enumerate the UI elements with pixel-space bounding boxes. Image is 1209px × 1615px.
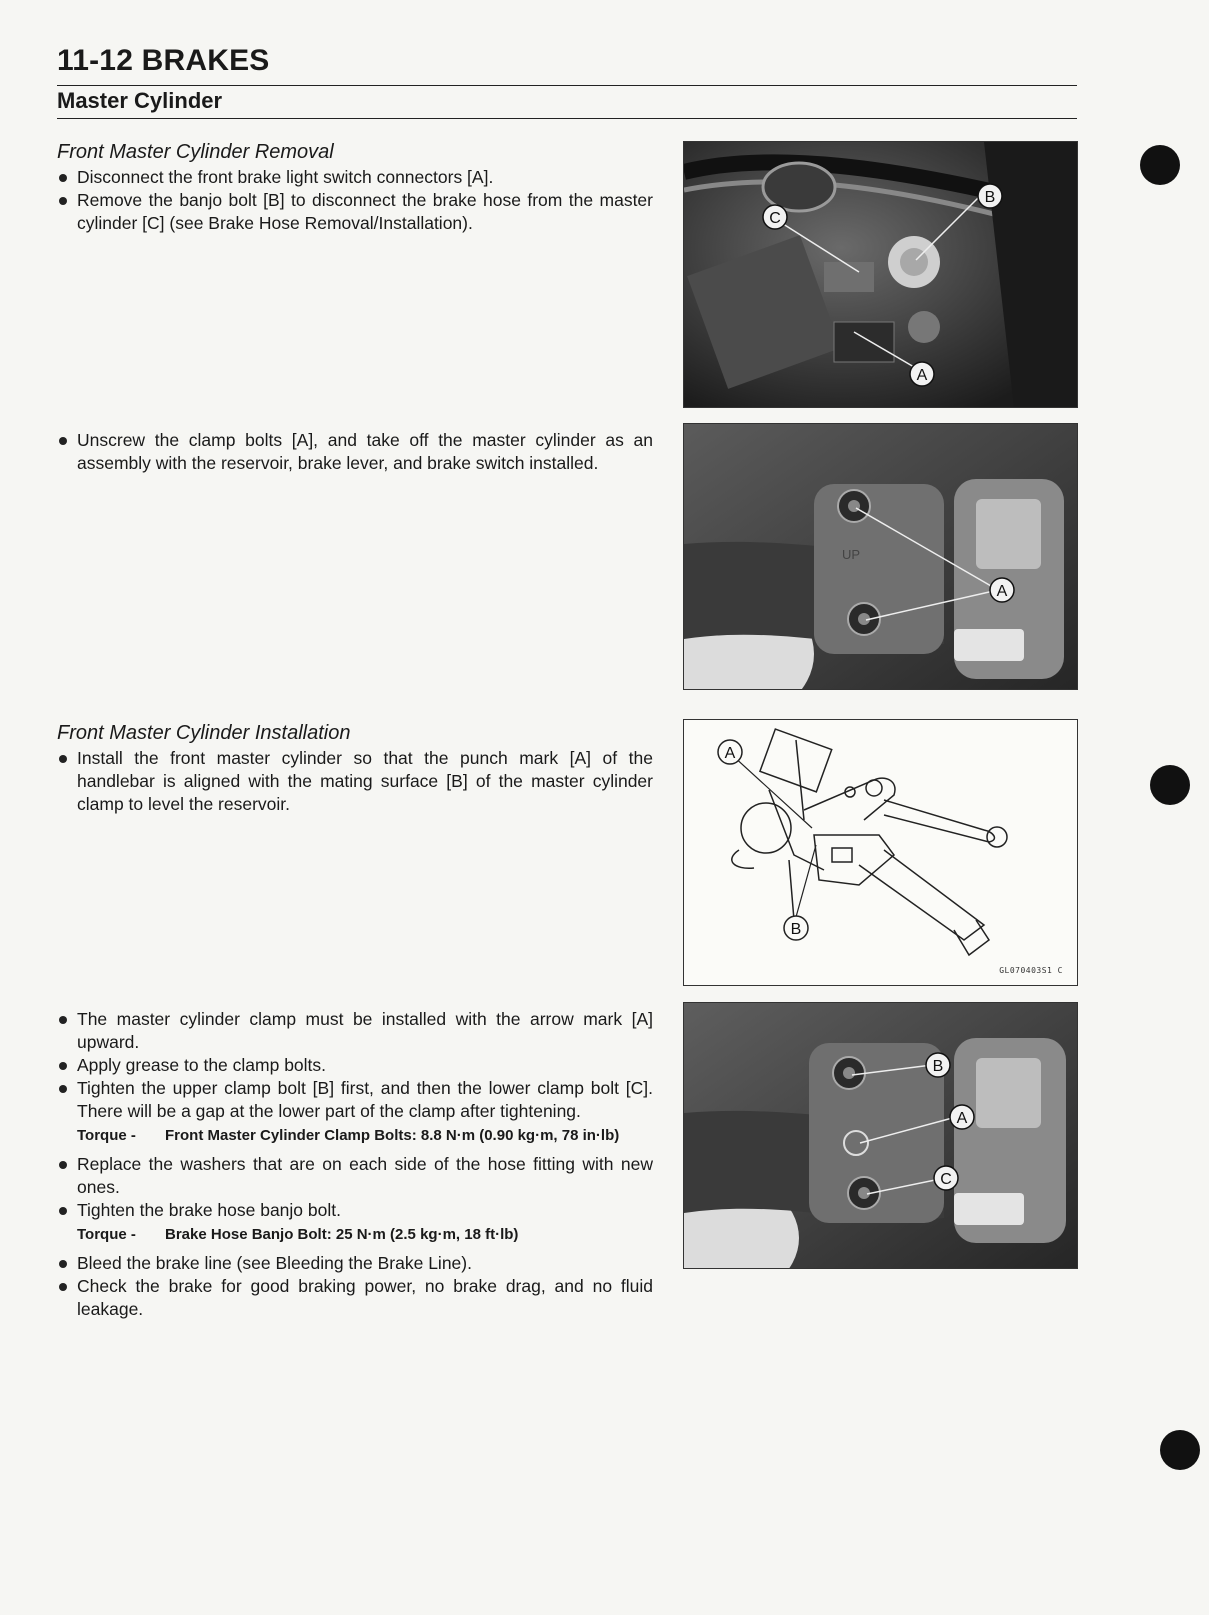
callout-label: C	[769, 210, 781, 227]
callout-label: C	[940, 1171, 952, 1188]
bullet-icon	[59, 1161, 67, 1169]
bullet-icon	[59, 1085, 67, 1093]
torque-label: Torque -	[77, 1226, 136, 1243]
page-title: 11-12 BRAKES	[57, 44, 270, 77]
bullet-icon	[59, 1062, 67, 1070]
bullet-icon	[59, 437, 67, 445]
removal-steps	[57, 166, 653, 235]
bullet-icon	[59, 1260, 67, 1268]
installation-steps	[57, 747, 653, 816]
photo-illustration	[684, 1003, 1077, 1268]
installation-heading: Front Master Cylinder Installation	[57, 722, 351, 744]
torque-value: Front Master Cylinder Clamp Bolts: 8.8 N·m (0.90 kg·m, 78 in·lb)	[165, 1127, 620, 1144]
bullet-icon	[59, 174, 67, 182]
diagram-punch-mark-alignment	[683, 719, 1078, 986]
section-rule	[57, 118, 1077, 119]
list-item: Install the front master cylinder so that the punch mark [A] of the handlebar is aligned with the mating surface [B] of the master cylinder clamp to level the reservoir.	[57, 747, 653, 816]
photo-illustration	[684, 424, 1077, 689]
bullet-icon	[59, 1016, 67, 1024]
torque-spec	[57, 1222, 653, 1252]
callout-label: A	[724, 745, 736, 762]
figure-code: GL070403S1 C	[999, 966, 1063, 975]
callout-label: A	[956, 1110, 968, 1127]
list-item: Unscrew the clamp bolts [A], and take off the master cylinder as an assembly with the reservoir, brake lever, and brake switch installed.	[57, 429, 653, 475]
punch-hole	[1160, 1430, 1200, 1470]
torque-value: Brake Hose Banjo Bolt: 25 N·m (2.5 kg·m, 18 ft·lb)	[165, 1226, 519, 1243]
list-item: The master cylinder clamp must be installed with the arrow mark [A] upward.	[57, 1008, 653, 1054]
section-title: Master Cylinder	[57, 88, 223, 113]
photo-clamp-tightening	[683, 1002, 1078, 1269]
photo-clamp-bolts	[683, 423, 1078, 690]
header-rule	[57, 85, 1077, 86]
torque-spec	[57, 1123, 653, 1153]
punch-hole	[1140, 145, 1180, 185]
callout-label: B	[790, 921, 802, 938]
list-item: Replace the washers that are on each side of the hose fitting with new ones.	[57, 1153, 653, 1199]
list-item: Disconnect the front brake light switch connectors [A].	[57, 166, 653, 189]
arrow-mark-label: UP	[842, 547, 861, 562]
line-drawing	[684, 720, 1077, 985]
list-item: Check the brake for good braking power, no brake drag, and no fluid leakage.	[57, 1275, 653, 1321]
photo-brake-light-connectors	[683, 141, 1078, 408]
callout-label: B	[932, 1058, 944, 1075]
bullet-icon	[59, 1283, 67, 1291]
bullet-icon	[59, 1207, 67, 1215]
installation-steps-2	[57, 1008, 653, 1321]
bullet-icon	[59, 197, 67, 205]
removal-heading: Front Master Cylinder Removal	[57, 141, 334, 163]
punch-hole	[1150, 765, 1190, 805]
callout-label: A	[996, 583, 1008, 600]
list-item: Bleed the brake line (see Bleeding the Brake Line).	[57, 1252, 653, 1275]
bullet-icon	[59, 755, 67, 763]
callout-label: B	[984, 189, 996, 206]
list-item: Apply grease to the clamp bolts.	[57, 1054, 653, 1077]
list-item: Tighten the upper clamp bolt [B] first, and then the lower clamp bolt [C]. There will be a gap at the lower part of the clamp after tightening.	[57, 1077, 653, 1123]
callout-label: A	[916, 367, 928, 384]
list-item: Remove the banjo bolt [B] to disconnect the brake hose from the master cylinder [C] (see Brake Hose Removal/Installation).	[57, 189, 653, 235]
list-item: Tighten the brake hose banjo bolt.	[57, 1199, 653, 1222]
torque-label: Torque -	[77, 1127, 136, 1144]
photo-illustration	[684, 142, 1077, 407]
removal-steps-2	[57, 429, 653, 475]
